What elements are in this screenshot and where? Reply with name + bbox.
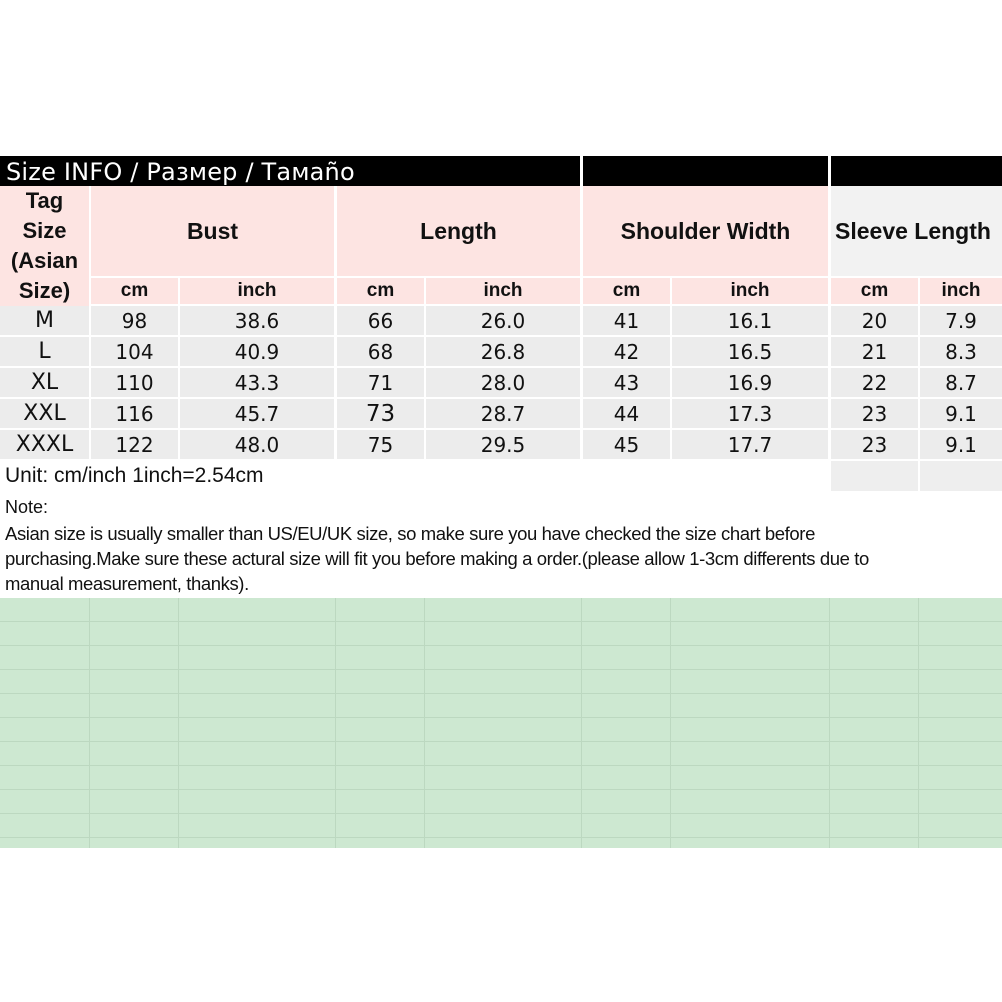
note-area xyxy=(0,492,1002,598)
subheader-inch: inch xyxy=(920,278,1002,304)
size-chart-sheet xyxy=(0,156,1002,848)
shoulder-inch-cell: 16.5 xyxy=(672,337,828,366)
sleeve-inch-cell: 9.1 xyxy=(920,430,1002,459)
sleeve-cm-cell: 23 xyxy=(831,430,918,459)
grid-line xyxy=(0,741,1002,742)
grid-line xyxy=(0,765,1002,766)
note-line: purchasing.Make sure these actural size will fit you before making a order.(please allow 1-3cm differents due to xyxy=(5,548,869,569)
sleeve-cm-cell: 20 xyxy=(831,306,918,335)
grid-line xyxy=(0,789,1002,790)
grid-line xyxy=(581,598,582,848)
note-label: Note: xyxy=(5,497,49,517)
table-row-size: XL xyxy=(0,368,89,397)
grid-line xyxy=(829,598,830,848)
table-row-size: XXL xyxy=(0,399,89,428)
shoulder-cm-cell: 41 xyxy=(583,306,670,335)
grid-line xyxy=(0,645,1002,646)
bust-cm-cell: 116 xyxy=(91,399,178,428)
subheader-inch: inch xyxy=(672,278,828,304)
sleeve-inch-cell: 8.3 xyxy=(920,337,1002,366)
table-row-size: L xyxy=(0,337,89,366)
grid-line xyxy=(0,717,1002,718)
empty-grid-area xyxy=(0,598,1002,848)
shoulder-cm-cell: 42 xyxy=(583,337,670,366)
bust-cm-cell: 110 xyxy=(91,368,178,397)
sleeve-cm-cell: 23 xyxy=(831,399,918,428)
header-tag-size-line: Tag xyxy=(25,188,64,213)
shoulder-cm-cell: 43 xyxy=(583,368,670,397)
header-tag-size-line: Size) xyxy=(18,278,71,303)
shoulder-inch-cell: 16.9 xyxy=(672,368,828,397)
sleeve-inch-cell: 9.1 xyxy=(920,399,1002,428)
grid-line xyxy=(0,621,1002,622)
length-cm-cell: 68 xyxy=(337,337,424,366)
shoulder-inch-cell: 17.3 xyxy=(672,399,828,428)
length-cm-cell: 71 xyxy=(337,368,424,397)
length-inch-cell: 26.0 xyxy=(426,306,580,335)
table-row-size: XXXL xyxy=(0,430,89,459)
shoulder-inch-cell: 16.1 xyxy=(672,306,828,335)
length-cm-cell: 75 xyxy=(337,430,424,459)
blank-cell xyxy=(831,461,918,491)
sleeve-inch-cell: 7.9 xyxy=(920,306,1002,335)
bust-inch-cell: 38.6 xyxy=(180,306,334,335)
title-bar xyxy=(0,156,580,186)
header-tag-size-line: Size xyxy=(22,218,67,243)
sleeve-cm-cell: 21 xyxy=(831,337,918,366)
title-bar-segment xyxy=(831,156,1002,186)
bust-cm-cell: 122 xyxy=(91,430,178,459)
shoulder-inch-cell: 17.7 xyxy=(672,430,828,459)
header-tag-size xyxy=(0,186,89,306)
grid-line xyxy=(89,598,90,848)
length-cm-cell: 73 xyxy=(337,399,424,428)
grid-line xyxy=(0,693,1002,694)
subheader-cm: cm xyxy=(91,278,178,304)
shoulder-cm-cell: 44 xyxy=(583,399,670,428)
subheader-inch: inch xyxy=(180,278,334,304)
title-bar-segment xyxy=(583,156,828,186)
shoulder-cm-cell: 45 xyxy=(583,430,670,459)
grid-line xyxy=(670,598,671,848)
bust-cm-cell: 98 xyxy=(91,306,178,335)
header-bust: Bust xyxy=(91,186,334,276)
chart-title: Size INFO / Размер / Тамаño xyxy=(6,158,355,186)
grid-line xyxy=(0,813,1002,814)
bust-inch-cell: 45.7 xyxy=(180,399,334,428)
subheader-cm: cm xyxy=(337,278,424,304)
subheader-inch: inch xyxy=(426,278,580,304)
length-inch-cell: 29.5 xyxy=(426,430,580,459)
grid-line xyxy=(424,598,425,848)
length-inch-cell: 26.8 xyxy=(426,337,580,366)
note-line: Asian size is usually smaller than US/EU/UK size, so make sure you have checked the size chart before xyxy=(5,523,815,544)
header-length: Length xyxy=(337,186,580,276)
grid-line xyxy=(178,598,179,848)
header-shoulder-width: Shoulder Width xyxy=(583,186,828,276)
grid-line xyxy=(0,669,1002,670)
note-text xyxy=(5,521,995,596)
bust-inch-cell: 40.9 xyxy=(180,337,334,366)
length-inch-cell: 28.7 xyxy=(426,399,580,428)
grid-line xyxy=(0,837,1002,838)
blank-cell xyxy=(920,461,1002,491)
grid-line xyxy=(918,598,919,848)
length-cm-cell: 66 xyxy=(337,306,424,335)
length-inch-cell: 28.0 xyxy=(426,368,580,397)
bust-cm-cell: 104 xyxy=(91,337,178,366)
sleeve-cm-cell: 22 xyxy=(831,368,918,397)
grid-line xyxy=(335,598,336,848)
note-line: manual measurement, thanks). xyxy=(5,573,249,594)
subheader-cm: cm xyxy=(831,278,918,304)
unit-text: Unit: cm/inch 1inch=2.54cm xyxy=(5,464,264,487)
header-tag-size-line: (Asian xyxy=(10,248,79,273)
subheader-cm: cm xyxy=(583,278,670,304)
bust-inch-cell: 48.0 xyxy=(180,430,334,459)
table-row-size: M xyxy=(0,306,89,335)
header-sleeve-length: Sleeve Length xyxy=(831,186,1002,276)
sleeve-inch-cell: 8.7 xyxy=(920,368,1002,397)
bust-inch-cell: 43.3 xyxy=(180,368,334,397)
